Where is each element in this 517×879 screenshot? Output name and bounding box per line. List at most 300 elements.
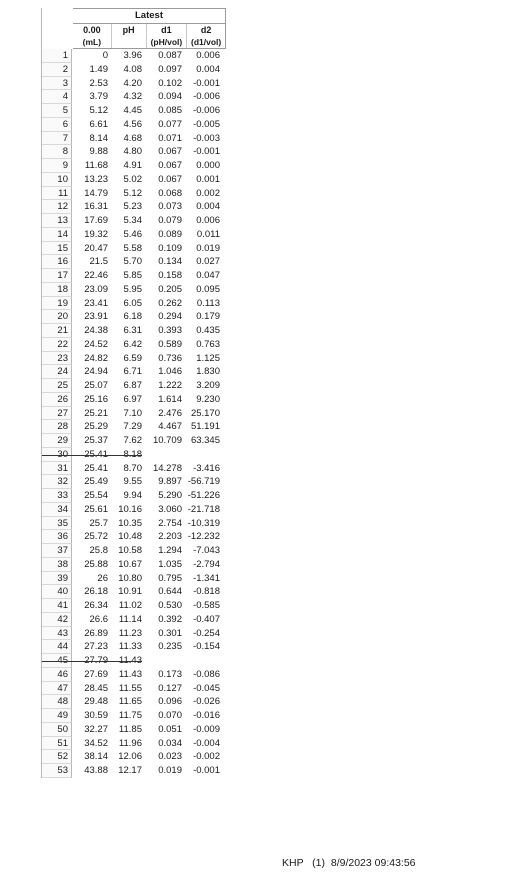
row-number: 1	[42, 49, 72, 63]
cell-d1: 0.134	[158, 256, 182, 268]
table-row	[42, 503, 225, 517]
cell-d1: 0.205	[158, 283, 182, 295]
cell-d2: -0.585	[193, 600, 220, 611]
cell-ph: 12.06	[118, 751, 142, 763]
table-body	[42, 49, 225, 778]
row-number: 41	[42, 599, 72, 613]
footer-timestamp: 8/9/2023 09:43:56	[330, 857, 416, 869]
cell-ph: 6.97	[123, 393, 142, 405]
table-row	[42, 695, 225, 709]
cell-ph: 4.20	[123, 77, 142, 89]
strikethrough-line	[42, 661, 142, 662]
row-number: 3	[42, 77, 72, 91]
table-row	[42, 104, 225, 118]
col-d1-header: d1	[146, 24, 187, 36]
cell-d1: 0.294	[158, 311, 182, 323]
cell-d2: -0.254	[193, 627, 220, 639]
cell-volume: 24.38	[84, 325, 108, 336]
row-number: 8	[42, 145, 72, 159]
cell-d2: -0.004	[193, 737, 220, 749]
table-row	[42, 654, 225, 668]
cell-d1: 0.094	[158, 91, 182, 103]
cell-d2: -10.319	[187, 517, 220, 529]
cell-d1: 10.709	[152, 435, 182, 446]
row-number: 34	[42, 503, 72, 517]
cell-d2	[184, 654, 222, 668]
row-number: 38	[42, 558, 72, 572]
table-row	[42, 750, 225, 764]
cell-ph: 5.23	[123, 201, 142, 213]
table-row	[42, 434, 225, 448]
footer-page: (1)	[312, 857, 326, 869]
row-number: 4	[42, 90, 72, 104]
cell-ph: 10.58	[118, 545, 142, 556]
row-number: 21	[42, 324, 72, 338]
cell-ph: 4.80	[123, 146, 142, 158]
cell-d2: 0.019	[196, 242, 220, 254]
cell-ph: 10.48	[118, 531, 142, 543]
table-row	[42, 627, 225, 641]
cell-d1: 0.070	[158, 710, 182, 721]
row-number: 28	[42, 420, 72, 434]
table-header	[73, 8, 226, 49]
cell-d1: 5.290	[158, 490, 182, 501]
cell-ph: 11.43	[118, 655, 142, 666]
table-row	[42, 159, 225, 173]
cell-volume: 25.07	[84, 380, 108, 391]
cell-d2: -2.794	[193, 558, 220, 570]
cell-ph: 4.08	[123, 63, 142, 75]
cell-ph: 4.56	[123, 118, 142, 130]
row-number: 11	[42, 187, 72, 201]
cell-volume: 26.6	[89, 613, 108, 625]
cell-ph: 10.35	[118, 517, 142, 529]
cell-d1: 2.476	[158, 407, 182, 419]
row-number: 19	[42, 297, 72, 311]
table-row	[42, 517, 225, 531]
strikethrough-line	[42, 455, 142, 456]
row-number: 2	[42, 63, 72, 77]
page-footer	[282, 857, 416, 869]
cell-ph: 7.29	[123, 421, 142, 433]
cell-d2: -0.407	[193, 613, 220, 625]
row-number: 10	[42, 173, 72, 187]
cell-d2: -21.718	[187, 503, 220, 515]
table-row	[42, 283, 225, 297]
cell-d1: 0.109	[158, 242, 182, 254]
cell-ph: 3.96	[123, 50, 142, 61]
table-row	[42, 407, 225, 421]
cell-volume: 25.29	[84, 421, 108, 433]
cell-volume: 11.68	[84, 160, 108, 171]
cell-d1: 0.736	[158, 352, 182, 364]
cell-ph: 8.70	[123, 462, 142, 474]
cell-d2: -1.341	[193, 572, 220, 584]
cell-d2: 0.011	[196, 228, 220, 240]
col-ph-unit	[111, 36, 146, 48]
cell-d1: 14.278	[152, 462, 182, 474]
cell-ph: 11.23	[118, 627, 142, 639]
table-row	[42, 682, 225, 696]
cell-ph: 6.87	[123, 380, 142, 391]
cell-d2: -0.006	[193, 105, 220, 116]
cell-d1: 0.087	[158, 50, 182, 61]
cell-d2: 9.230	[196, 393, 220, 405]
table-row	[42, 255, 225, 269]
cell-d1: 0.301	[158, 627, 182, 639]
cell-d1: 1.046	[158, 366, 182, 378]
row-number: 49	[42, 709, 72, 723]
cell-ph: 4.68	[123, 132, 142, 144]
cell-d1: 0.068	[158, 187, 182, 199]
cell-volume: 25.54	[84, 490, 108, 501]
cell-ph: 5.85	[123, 270, 142, 281]
row-number: 6	[42, 118, 72, 132]
cell-d2: -0.818	[193, 586, 220, 598]
row-number: 40	[42, 585, 72, 599]
cell-volume: 28.45	[84, 682, 108, 694]
table-row	[42, 200, 225, 214]
table-row	[42, 462, 225, 476]
cell-d2: -0.003	[193, 132, 220, 144]
table-row	[42, 420, 225, 434]
cell-d2: 0.000	[196, 160, 220, 171]
cell-d2: -56.719	[187, 476, 220, 488]
cell-ph: 5.70	[123, 256, 142, 268]
cell-volume: 25.61	[84, 503, 108, 515]
cell-d2: 0.004	[196, 63, 220, 75]
table-row	[42, 63, 225, 77]
cell-ph: 11.65	[118, 696, 142, 708]
cell-volume: 29.48	[84, 696, 108, 708]
cell-volume: 26.34	[84, 600, 108, 611]
cell-ph: 11.33	[118, 641, 142, 653]
row-number: 22	[42, 338, 72, 352]
cell-ph: 11.96	[118, 737, 142, 749]
cell-volume: 24.82	[84, 352, 108, 364]
cell-d1: 0.262	[158, 297, 182, 309]
cell-ph: 11.55	[118, 682, 142, 694]
cell-ph: 9.94	[123, 490, 142, 501]
cell-volume: 34.52	[84, 737, 108, 749]
cell-volume: 25.88	[84, 558, 108, 570]
cell-d2: 0.095	[196, 283, 220, 295]
cell-d2: -0.009	[193, 723, 220, 735]
cell-volume: 13.23	[84, 173, 108, 185]
cell-ph: 11.85	[118, 723, 142, 735]
row-number: 14	[42, 228, 72, 242]
cell-volume: 0	[102, 50, 108, 61]
cell-d2: -51.226	[187, 490, 220, 501]
row-number: 53	[42, 764, 72, 778]
cell-d2: -0.005	[193, 118, 220, 130]
cell-d1: 0.235	[158, 641, 182, 653]
cell-ph: 4.32	[123, 91, 142, 103]
cell-volume: 30.59	[84, 710, 108, 721]
header-title: Latest	[73, 9, 225, 24]
col-ph-header: pH	[111, 24, 146, 36]
col-d1-unit: (pH/vol)	[146, 36, 187, 48]
cell-ph: 6.18	[123, 311, 142, 323]
cell-d2: 0.179	[196, 311, 220, 323]
cell-volume: 9.88	[89, 146, 108, 158]
cell-volume: 8.14	[89, 132, 108, 144]
cell-d2: 3.209	[196, 380, 220, 391]
cell-volume: 32.27	[84, 723, 108, 735]
table-row	[42, 242, 225, 256]
table-row	[42, 187, 225, 201]
cell-volume: 24.94	[84, 366, 108, 378]
cell-volume: 25.8	[89, 545, 108, 556]
cell-d1: 2.203	[158, 531, 182, 543]
cell-d1: 0.073	[158, 201, 182, 213]
cell-volume: 2.53	[89, 77, 108, 89]
cell-ph: 5.46	[123, 228, 142, 240]
data-table	[41, 8, 225, 778]
cell-ph: 6.42	[123, 338, 142, 350]
row-number: 47	[42, 682, 72, 696]
col-volume-header: 0.00	[83, 25, 101, 35]
row-number: 50	[42, 723, 72, 737]
row-number: 29	[42, 434, 72, 448]
table-row	[42, 228, 225, 242]
cell-d2: 0.002	[196, 187, 220, 199]
row-number: 5	[42, 104, 72, 118]
row-number: 32	[42, 475, 72, 489]
cell-d2: -0.001	[193, 77, 220, 89]
row-number: 20	[42, 310, 72, 324]
cell-volume: 22.46	[84, 270, 108, 281]
cell-d1: 1.035	[158, 558, 182, 570]
row-number: 48	[42, 695, 72, 709]
cell-d1: 1.614	[158, 393, 182, 405]
row-number: 9	[42, 159, 72, 173]
cell-d2: 0.113	[196, 297, 220, 309]
cell-d1: 0.102	[158, 77, 182, 89]
row-number: 18	[42, 283, 72, 297]
cell-ph: 5.02	[123, 173, 142, 185]
cell-d1: 0.067	[158, 146, 182, 158]
table-row	[42, 352, 225, 366]
cell-volume: 21.5	[89, 256, 108, 268]
cell-d2: -0.001	[193, 765, 220, 776]
cell-d2: 0.763	[196, 338, 220, 350]
cell-ph: 4.45	[123, 105, 142, 116]
cell-d2: -0.026	[193, 696, 220, 708]
table-row	[42, 90, 225, 104]
cell-d1	[144, 654, 184, 668]
cell-ph: 11.75	[118, 710, 142, 721]
cell-ph: 6.05	[123, 297, 142, 309]
row-number: 15	[42, 242, 72, 256]
cell-d2: 0.006	[196, 215, 220, 226]
header-units	[73, 36, 225, 49]
cell-volume: 26	[97, 572, 108, 584]
table-row	[42, 640, 225, 654]
cell-d2: 0.006	[196, 50, 220, 61]
table-row	[42, 475, 225, 489]
cell-d1: 1.222	[158, 380, 182, 391]
cell-volume: 43.88	[84, 765, 108, 776]
cell-d1: 0.067	[158, 160, 182, 171]
table-row	[42, 145, 225, 159]
row-number: 52	[42, 750, 72, 764]
row-number: 12	[42, 200, 72, 214]
cell-volume: 23.09	[84, 283, 108, 295]
table-row	[42, 214, 225, 228]
cell-volume: 19.32	[84, 228, 108, 240]
cell-volume: 26.89	[84, 627, 108, 639]
cell-volume: 25.41	[84, 462, 108, 474]
cell-volume: 26.18	[84, 586, 108, 598]
row-number: 13	[42, 214, 72, 228]
col-volume-unit: (mL)	[82, 37, 102, 47]
cell-ph: 10.91	[118, 586, 142, 598]
cell-d1: 0.795	[158, 572, 182, 584]
cell-d1: 0.067	[158, 173, 182, 185]
table-row	[42, 544, 225, 558]
cell-volume: 24.52	[84, 338, 108, 350]
cell-ph: 10.67	[118, 558, 142, 570]
row-number: 45	[42, 654, 72, 668]
table-row	[42, 77, 225, 91]
row-number: 42	[42, 613, 72, 627]
cell-ph: 10.80	[118, 572, 142, 584]
table-row	[42, 324, 225, 338]
cell-d2: -7.043	[193, 545, 220, 556]
cell-volume: 27.79	[84, 655, 108, 666]
table-row	[42, 132, 225, 146]
row-number: 46	[42, 668, 72, 682]
table-row	[42, 489, 225, 503]
row-number: 17	[42, 269, 72, 283]
cell-d1: 0.644	[158, 586, 182, 598]
cell-ph: 9.55	[123, 476, 142, 488]
cell-volume: 17.69	[84, 215, 108, 226]
cell-d2: 25.170	[190, 407, 220, 419]
cell-volume: 23.91	[84, 311, 108, 323]
cell-d2: -0.002	[193, 751, 220, 763]
col-d2-header: d2	[186, 24, 225, 36]
cell-volume: 16.31	[84, 201, 108, 213]
cell-volume: 27.69	[84, 668, 108, 680]
cell-ph: 11.43	[118, 668, 142, 680]
cell-d1: 0.393	[158, 325, 182, 336]
table-row	[42, 297, 225, 311]
row-number: 24	[42, 365, 72, 379]
row-number: 35	[42, 517, 72, 531]
cell-ph: 6.31	[123, 325, 142, 336]
row-number: 26	[42, 393, 72, 407]
cell-volume: 5.12	[89, 105, 108, 116]
cell-d2: 1.830	[196, 366, 220, 378]
cell-volume: 25.72	[84, 531, 108, 543]
row-number: 36	[42, 530, 72, 544]
row-number: 43	[42, 627, 72, 641]
table-row	[42, 764, 225, 778]
cell-d2	[184, 448, 222, 462]
table-row	[42, 118, 225, 132]
cell-ph: 11.02	[118, 600, 142, 611]
cell-volume: 25.21	[84, 407, 108, 419]
row-number: 25	[42, 379, 72, 393]
table-row	[42, 572, 225, 586]
table-row	[42, 379, 225, 393]
cell-d1: 0.051	[158, 723, 182, 735]
cell-d2: -12.232	[187, 531, 220, 543]
header-columns	[73, 24, 225, 36]
cell-d2: 0.004	[196, 201, 220, 213]
cell-d2: 0.001	[196, 173, 220, 185]
cell-d2: 0.047	[196, 270, 220, 281]
cell-ph: 5.95	[123, 283, 142, 295]
cell-d1: 0.077	[158, 118, 182, 130]
table-row	[42, 737, 225, 751]
table-row	[42, 448, 225, 462]
cell-d1: 0.023	[158, 751, 182, 763]
table-row	[42, 613, 225, 627]
cell-d2: -0.006	[193, 91, 220, 103]
table-row	[42, 269, 225, 283]
cell-d1: 0.085	[158, 105, 182, 116]
cell-d1: 0.127	[158, 682, 182, 694]
cell-d1: 3.060	[158, 503, 182, 515]
cell-d1: 0.097	[158, 63, 182, 75]
table-row	[42, 585, 225, 599]
cell-ph: 4.91	[123, 160, 142, 171]
row-number: 33	[42, 489, 72, 503]
cell-ph: 7.10	[123, 407, 142, 419]
table-row	[42, 709, 225, 723]
row-number: 7	[42, 132, 72, 146]
cell-ph: 5.12	[123, 187, 142, 199]
cell-volume: 14.79	[84, 187, 108, 199]
cell-d2: 0.027	[196, 256, 220, 268]
cell-d1: 1.294	[158, 545, 182, 556]
cell-volume: 6.61	[89, 118, 108, 130]
cell-d2: -0.001	[193, 146, 220, 158]
cell-ph: 5.34	[123, 215, 142, 226]
cell-d1: 0.079	[158, 215, 182, 226]
table-row	[42, 393, 225, 407]
cell-ph: 5.58	[123, 242, 142, 254]
cell-d2: 1.125	[196, 352, 220, 364]
cell-volume: 25.37	[84, 435, 108, 446]
cell-d2: -0.154	[193, 641, 220, 653]
row-number: 51	[42, 737, 72, 751]
col-d2-unit: (d1/vol)	[186, 36, 225, 48]
cell-d1: 0.392	[158, 613, 182, 625]
row-number: 27	[42, 407, 72, 421]
cell-d1: 0.589	[158, 338, 182, 350]
cell-ph: 11.14	[118, 613, 142, 625]
cell-d2: 63.345	[190, 435, 220, 446]
cell-volume: 20.47	[84, 242, 108, 254]
row-number: 31	[42, 462, 72, 476]
cell-d2: -3.416	[193, 462, 220, 474]
cell-d2: 51.191	[190, 421, 220, 433]
cell-volume: 38.14	[84, 751, 108, 763]
cell-d1: 0.089	[158, 228, 182, 240]
cell-d1: 0.071	[158, 132, 182, 144]
footer-label: KHP	[282, 857, 304, 869]
table-row	[42, 49, 225, 63]
cell-ph: 10.16	[118, 503, 142, 515]
cell-d2: -0.045	[193, 682, 220, 694]
table-row	[42, 668, 225, 682]
cell-volume: 25.16	[84, 393, 108, 405]
table-row	[42, 530, 225, 544]
